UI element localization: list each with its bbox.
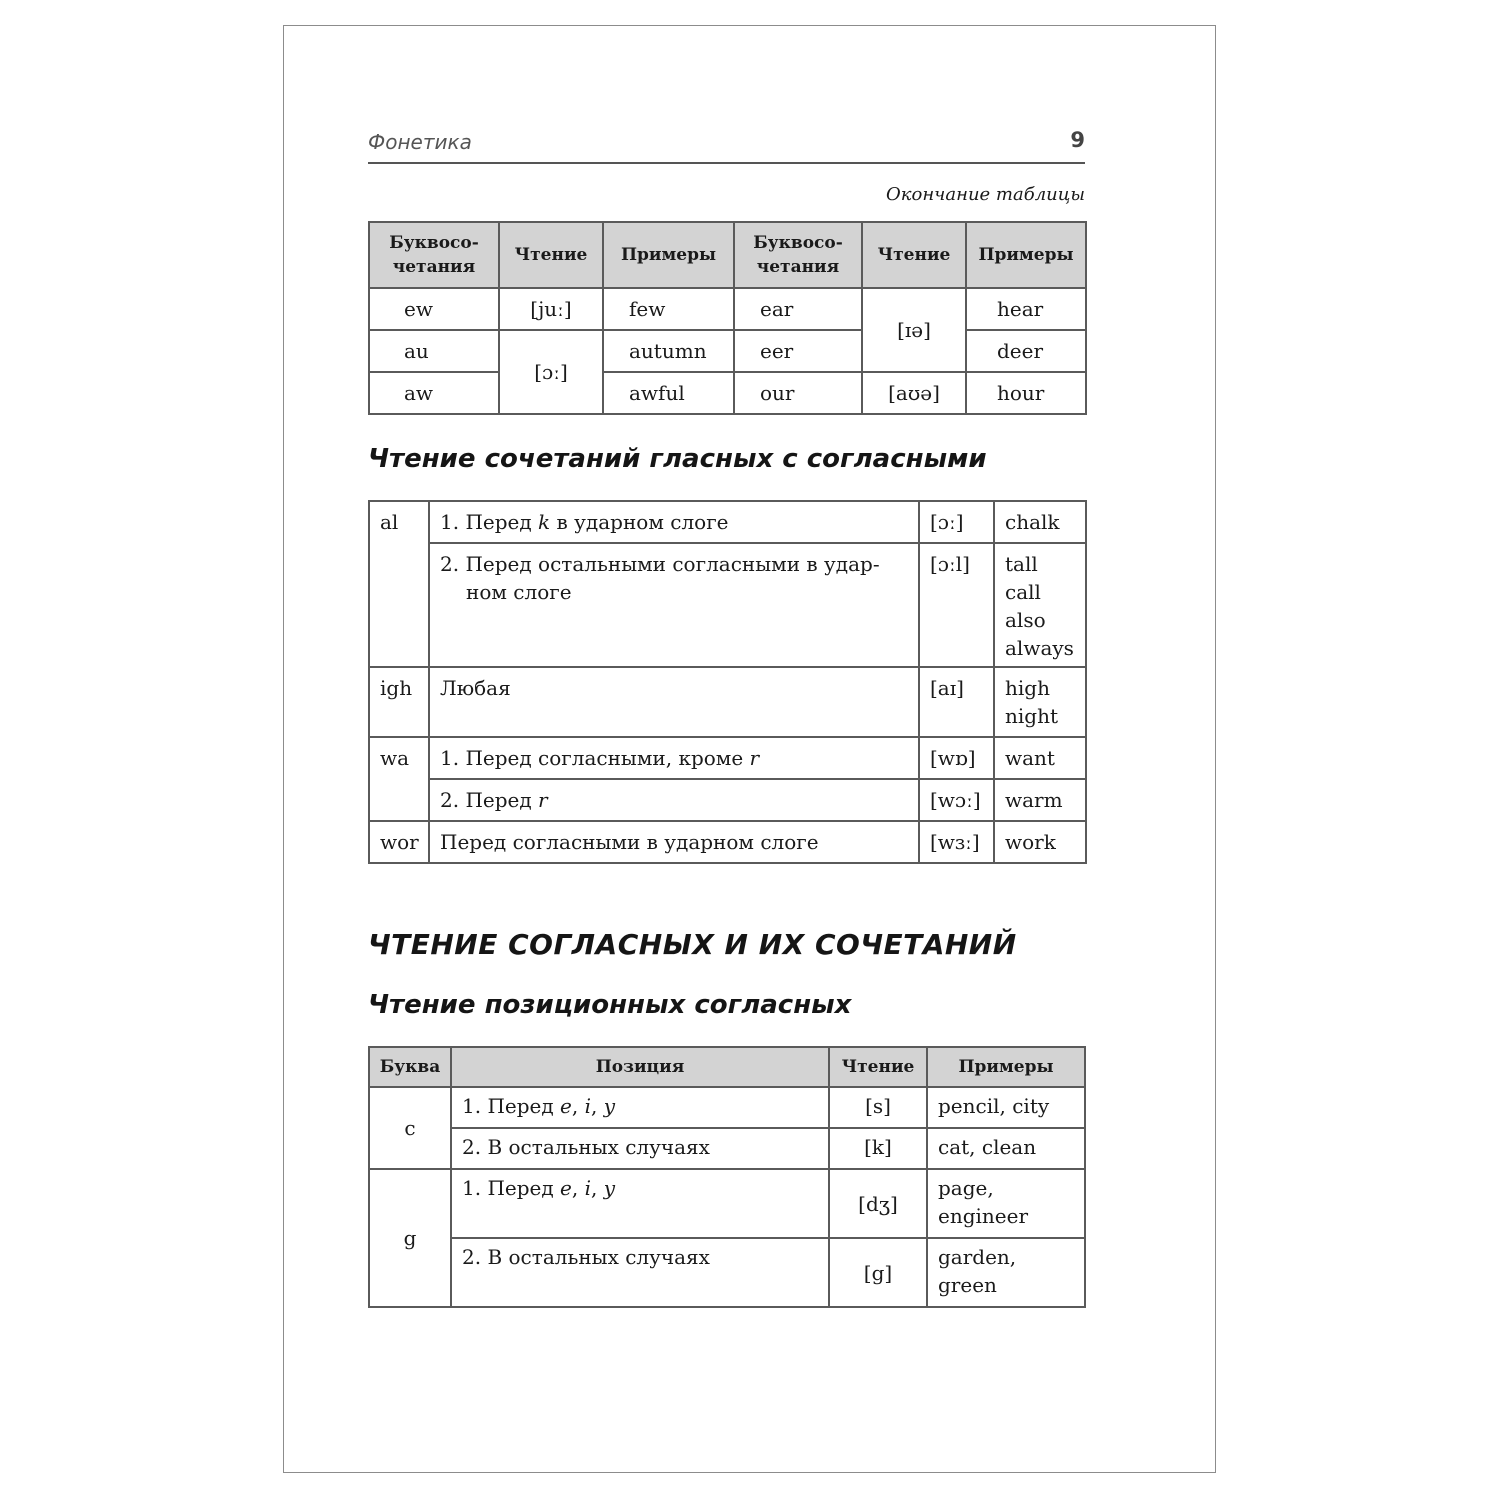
reading-cell: [wɔː] xyxy=(919,779,994,821)
position-cell: 1. Перед согласными, кроме r xyxy=(429,737,919,779)
example-cell: cat, clean xyxy=(927,1128,1085,1169)
position-cell: 1. Перед e, i, y xyxy=(451,1169,829,1238)
table-row xyxy=(369,543,1086,667)
letters-cell: al xyxy=(369,501,429,667)
table-row xyxy=(369,821,1086,863)
letters-cell: wa xyxy=(369,737,429,821)
table-header-row xyxy=(369,222,1086,288)
example-cell: warm xyxy=(994,779,1086,821)
reading-cell: [wɜː] xyxy=(919,821,994,863)
table-row xyxy=(369,1128,1085,1169)
example-cell: high night xyxy=(994,667,1086,737)
positional-consonants-table xyxy=(368,1046,1086,1308)
reading-cell: [ɔː] xyxy=(499,330,603,414)
letter-cell: c xyxy=(369,1087,451,1169)
header-cell: Примеры xyxy=(927,1047,1085,1087)
table-row xyxy=(369,372,1086,414)
page-number: 9 xyxy=(1070,128,1085,152)
example-cell: garden, green xyxy=(927,1238,1085,1307)
header-cell: Буква xyxy=(369,1047,451,1087)
position-cell: 1. Перед k в ударном слоге xyxy=(429,501,919,543)
position-cell: 2. В остальных случаях xyxy=(451,1238,829,1307)
header-cell: Примеры xyxy=(603,222,734,288)
reading-cell: [wɒ] xyxy=(919,737,994,779)
example-cell: autumn xyxy=(603,330,734,372)
example-cell: tall call also always xyxy=(994,543,1086,667)
running-title: Фонетика xyxy=(368,130,472,154)
header-cell: Чтение xyxy=(862,222,966,288)
reading-cell: [g] xyxy=(829,1238,927,1307)
table-row xyxy=(369,1238,1085,1307)
reading-cell: [ɔː] xyxy=(919,501,994,543)
vowel-consonant-table xyxy=(368,500,1087,864)
letter-cell: g xyxy=(369,1169,451,1307)
table-row xyxy=(369,288,1086,330)
combination-cell: ew xyxy=(369,288,499,330)
table-row xyxy=(369,330,1086,372)
table-continuation-caption: Окончание таблицы xyxy=(885,184,1085,205)
chapter-title: ЧТЕНИЕ СОГЛАСНЫХ И ИХ СОЧЕТАНИЙ xyxy=(368,928,1017,961)
example-cell: want xyxy=(994,737,1086,779)
header-cell: Примеры xyxy=(966,222,1086,288)
running-header xyxy=(368,128,1085,164)
example-cell: page, engineer xyxy=(927,1169,1085,1238)
position-cell: 1. Перед e, i, y xyxy=(451,1087,829,1128)
letters-cell: wor xyxy=(369,821,429,863)
section-title-vowel-consonant: Чтение сочетаний гласных с согласными xyxy=(368,444,987,474)
example-cell: chalk xyxy=(994,501,1086,543)
combination-cell: ear xyxy=(734,288,862,330)
example-cell: deer xyxy=(966,330,1086,372)
combination-cell: aw xyxy=(369,372,499,414)
vowel-combinations-table xyxy=(368,221,1087,415)
reading-cell: [s] xyxy=(829,1087,927,1128)
position-cell: 2. В остальных случаях xyxy=(451,1128,829,1169)
position-cell: Перед согласными в ударном слоге xyxy=(429,821,919,863)
combination-cell: eer xyxy=(734,330,862,372)
example-cell: work xyxy=(994,821,1086,863)
header-cell: Позиция xyxy=(451,1047,829,1087)
table-header-row xyxy=(369,1047,1085,1087)
position-cell: 2. Перед остальными согласными в удар-ном слоге xyxy=(429,543,919,667)
reading-cell: [k] xyxy=(829,1128,927,1169)
header-cell: Чтение xyxy=(829,1047,927,1087)
header-cell: Чтение xyxy=(499,222,603,288)
header-cell: Буквосо-четания xyxy=(734,222,862,288)
reading-cell: [ɔːl] xyxy=(919,543,994,667)
header-cell: Буквосо-четания xyxy=(369,222,499,288)
example-cell: few xyxy=(603,288,734,330)
table-row xyxy=(369,779,1086,821)
combination-cell: our xyxy=(734,372,862,414)
letters-cell: igh xyxy=(369,667,429,737)
table-row xyxy=(369,737,1086,779)
reading-cell: [dʒ] xyxy=(829,1169,927,1238)
table-row xyxy=(369,1169,1085,1238)
reading-cell: [aʊə] xyxy=(862,372,966,414)
example-cell: hear xyxy=(966,288,1086,330)
table-row xyxy=(369,667,1086,737)
combination-cell: au xyxy=(369,330,499,372)
table-row xyxy=(369,1087,1085,1128)
position-cell: 2. Перед r xyxy=(429,779,919,821)
section-title-positional: Чтение позиционных согласных xyxy=(368,990,852,1020)
example-cell: awful xyxy=(603,372,734,414)
example-cell: hour xyxy=(966,372,1086,414)
reading-cell: [ɪə] xyxy=(862,288,966,372)
reading-cell: [aɪ] xyxy=(919,667,994,737)
reading-cell: [juː] xyxy=(499,288,603,330)
position-cell: Любая xyxy=(429,667,919,737)
table-row xyxy=(369,501,1086,543)
example-cell: pencil, city xyxy=(927,1087,1085,1128)
